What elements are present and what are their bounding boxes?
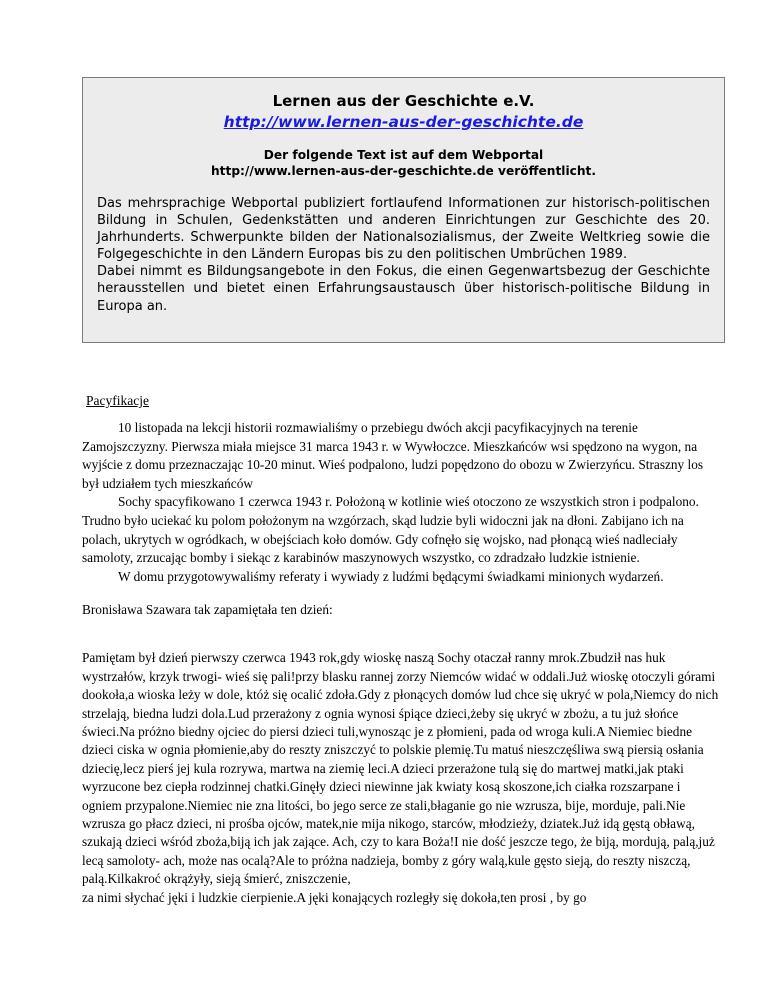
- article-heading: Pacyfikacje: [86, 393, 149, 408]
- publication-note-line2: http://www.lernen-aus-der-geschichte.de veröffentlicht.: [211, 164, 596, 178]
- publication-note: [97, 147, 710, 179]
- article-paragraph-2: Sochy spacyfikowano 1 czerwca 1943 r. Położoną w kotlinie wieś otoczono ze wszystkich stron i podpalono. Trudno było uciekać ku polom położonym na wzgórzach, skąd ludzie byli widoczni jak na dłoni. Zabijano ich na polach, ukrytych w ogródkach, w obejściach koło domów. Gdy cofnęło się wojsko, nad płonącą wieś nadleciały samoloty, zrzucając bomby i siekąc z karabinów maszynowych wszystko, co zdradzało ludzkie istnienie.: [82, 494, 699, 566]
- witness-intro: Bronisława Szawara tak zapamiętała ten dzień:: [82, 602, 333, 618]
- portal-description: [97, 195, 710, 315]
- article-body: [82, 392, 722, 907]
- publisher-info-box: [82, 77, 725, 343]
- portal-description-p2: Dabei nimmt es Bildungsangebote in den Fokus, die einen Gegenwartsbezug der Geschichte herausstellen und bietet einen Erfahrungsaustausch über historisch-politische Bildung in Europa an.: [97, 264, 710, 314]
- organization-url-link[interactable]: http://www.lernen-aus-der-geschichte.de: [223, 113, 584, 131]
- article-paragraph-3: W domu przygotowywaliśmy referaty i wywiady z ludźmi będącymi świadkami minionych wydarzeń.: [118, 568, 664, 584]
- witness-poem-last-line: za nimi słychać jęki i ludzkie cierpienie.A jęki konających rozległy się dokoła,ten prosi , by go: [82, 889, 587, 905]
- portal-description-p1: Das mehrsprachige Webportal publiziert fortlaufend Informationen zur historisch-politischen Bildung in Schulen, Gedenkstätten und anderen Einrichtungen zur Geschichte des 20. Jahrhunderts. Schwerpunkte bilden der Nationalsozialismus, der Zweite Weltkrieg sowie die Folgegeschichte in den Ländern Europas bis zu den politischen Umbrüchen 1989.: [97, 196, 710, 263]
- publication-note-line1: Der folgende Text ist auf dem Webportal: [263, 148, 544, 162]
- article-paragraph-1: 10 listopada na lekcji historii rozmawialiśmy o przebiegu dwóch akcji pacyfikacyjnych na terenie Zamojszczyzny. Pierwsza miała miejsce 31 marca 1943 r. w Wywłoczce. Mieszkańców wsi spędzono na wygon, na wyjście z domu przeznaczając 10-20 minut. Wieś podpalono, ludzi popędzono do obozu w Zwierzyńcu. Straszny los był udziałem tych mieszkańców: [82, 420, 704, 491]
- witness-poem: Pamiętam był dzień pierwszy czerwca 1943 rok,gdy wioskę naszą Sochy otaczał ranny mrok.Zbudził nas huk wystrzałów, krzyk trwogi- wieś się pali!przy blasku rannej zorzy Niemców widać w oddali.Już wioskę otoczyli górami dookoła,a wioska leży w dole, któż się ocalić zdoła.Gdy z płonących domów lud chce się ukryć w pola,Niemcy do nich strzelają, biedna ludzi dola.Lud przerażony z ognia wynosi śpiące dzieci,żeby się ukryć w zbożu, a tu już słońce świeci.Na próżno biedny ojciec do piersi dzieci tuli,wynosząc je z płomieni, pada od wroga kuli.A Niemiec biedne dzieci ciska w ognia płomienie,aby do reszty zniszczyć to polskie plemię.Tu matuś nieszczęśliwa swą piersią osłania dziecię,lecz pierś jej kula rozrywa, martwa na ziemię leci.A dzieci przerażone tulą się do martwej matki,jak ptaki wyrzucone bez ciepła rodzinnej chatki.Ginęły dzieci niewinne jak kwiaty kosą skoszone,ich ciałka rozszarpane i ogniem przypalone.Niemiec nie zna litości, bo jego serce ze stali,błaganie go nie wzrusza, bije, morduje, pali.Nie wzrusza go płacz dzieci, ni prośba ojców, matek,nie mija nikogo, starców, młodzieży, dziatek.Już idą gęstą obławą, szukają dzieci wśród zboża,biją ich jak zające. Ach, czy to kara Boża!I nie dość jeszcze tego, że biją, mordują, palą,już lecą samoloty- ach, może nas ocalą?Ale to próżna nadzieja, bomby z góry walą,kule gęsto sieją, do reszty niszczą, palą.Kilkakroć okrążyły, sieją śmierć, zniszczenie,: [82, 650, 719, 887]
- organization-title: Lernen aus der Geschichte e.V.: [272, 92, 535, 110]
